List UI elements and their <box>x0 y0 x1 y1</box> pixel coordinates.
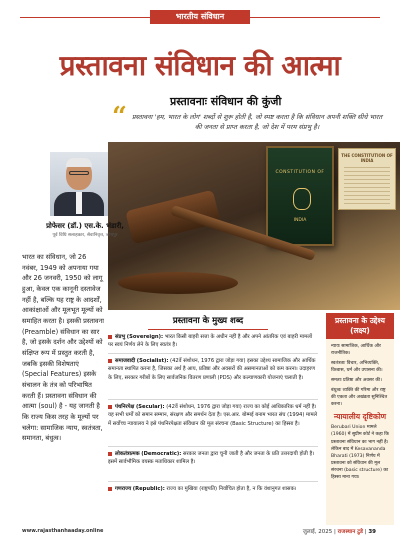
judicial-view-heading: न्यायालीय दृष्टिकोण <box>333 412 387 422</box>
footer-url: www.rajasthanhaaday.online <box>22 528 104 534</box>
term-divider <box>108 399 318 400</box>
sidebar-heading: प्रस्तावना के उद्देश्य (लक्ष्य) <box>326 313 394 339</box>
bullet-icon <box>108 452 112 456</box>
bullet-icon <box>108 359 112 363</box>
terms-heading-text: प्रस्तावना के मुख्य शब्द <box>172 316 244 326</box>
pull-quote: प्रस्तावना 'हम, भारत के लोग' शब्दों से शुरू होती है, जो स्पष्ट करता है कि संविधान अपनी शक्ति सीधे भारत की जनता से प्राप्त करता है, जो देश में परम संप्रभु है। <box>131 113 383 132</box>
term-divider <box>108 446 318 447</box>
subheading: प्रस्तावनाः संविधान की कुंजी <box>170 95 282 108</box>
list-item: समताः प्रतिष्ठा और अवसर की। <box>331 377 382 383</box>
preamble-document <box>338 148 396 210</box>
terms-heading <box>118 315 298 330</box>
section-tag: भारतीय संविधान <box>150 10 250 24</box>
objectives-sidebar <box>326 313 394 525</box>
gavel-sound-block <box>118 272 238 294</box>
document-text-lines <box>344 167 390 207</box>
page-number: 39 <box>368 529 376 535</box>
list-item: बंधुत्वः व्यक्ति की गरिमा और राष्ट्र की एकता और अखंडता सुनिश्चित करना। <box>331 388 388 408</box>
bullet-icon <box>108 405 112 409</box>
intro-paragraph: भारत का संविधान, जो 26 नवंबर, 1949 को अपनाया गया और 26 जनवरी, 1950 को लागू हुआ, केवल एक कानूनी दस्तावेज नहीं है, बल्कि यह राष्ट्र के आदर्शों, आकांक्षाओं और मूलभूत मूल्यों को समाहित करता है। इसकी प्रस्तावना (Preamble) संविधान का सार है, जो इसके दर्शन और उद्देश्यों को संक्षिप्त रूप में प्रस्तुत करती है, जबकि इसकी विशेषताएं (Special Features) इसके संचालन के तंत्र को परिभाषित करती हैं। प्रस्तावना संविधान की आत्मा (soul) है - यह जानती है कि राज्य किस तरह के मूल्यों पर चलेगा: सामाजिक न्याय, स्वतंत्रता, समानता, बंधुत्व। <box>22 253 104 443</box>
list-item: न्यायः सामाजिक, आर्थिक और राजनीतिक। <box>331 343 381 356</box>
section-tag-bar <box>0 10 400 24</box>
term-republic: गणराज्य (Republic): राज्य का मुखिया (राष्ट्रपति) निर्वाचित होता है, न कि वंशानुगत शासक। <box>108 485 318 493</box>
bullet-icon <box>108 335 112 339</box>
footer-info: जुलाई, 2025 | राजस्थान टुडे | 39 <box>302 529 376 535</box>
term-socialist: समाजवादी (Socialist): (42वें संशोधन, 1976 द्वारा जोड़ा गया) इसका उद्देश्य सामाजिक और आर्थिक समानता स्थापित करना है, जिसका अर्थ है आय, प्रतिष्ठा और अवसरों की असमानताओं को कम करना। उदाहरण के लिए, सरकार गरीबों के लिए सार्वजनिक वितरण प्रणाली (PDS) और कल्याणकारी योजनाएं चलाती है। <box>108 358 316 381</box>
quote-mark-icon: “ <box>112 102 127 132</box>
magazine-name: राजस्थान टुडे <box>337 529 363 535</box>
author-description: पूर्व विधि सलाहकार, सेवानिवृत्त, जोधपुर <box>52 233 118 238</box>
term-sovereign: संप्रभु (Sovereign): भारत किसी बाहरी सत्ता के अधीन नहीं है और अपने आंतरिक एवं बाहरी मामलों पर स्वयं निर्णय लेने के लिए स्वतंत्र है। <box>108 334 313 349</box>
list-item: स्वतंत्रताः विचार, अभिव्यक्ति, विश्वास, धर्म और उपासना की। <box>331 360 383 373</box>
author-photo <box>50 152 108 216</box>
book-subtitle: INDIA <box>293 218 307 223</box>
constitution-book <box>266 146 334 246</box>
document-heading: THE CONSTITUTION OF INDIA <box>341 153 393 163</box>
hero-image <box>108 142 400 310</box>
author-name: प्रोफेसर (डॉ.) एस.के. भंडारी, <box>46 222 124 230</box>
bullet-icon <box>108 487 112 491</box>
term-secular: पंथनिरपेक्ष (Secular): (42वें संशोधन, 1976 द्वारा जोड़ा गया) राज्य का कोई आधिकारिक धर्म नहीं है। यह सभी धर्मों को समान सम्मान, संरक्षण और समर्थन देता है। एस.आर. बोम्मई बनाम भारत संघ (1994) मामले में सर्वोच्च न्यायालय ने इसे पंथनिरपेक्षता संविधान की मूल संरचना (Basic Structure) का हिस्सा है। <box>108 404 318 427</box>
terms-heading-underline <box>148 329 268 330</box>
book-title: CONSTITUTION OF <box>275 170 325 175</box>
emblem-icon <box>293 188 311 210</box>
term-divider <box>108 481 318 482</box>
objectives-list <box>326 339 394 409</box>
term-divider <box>108 353 318 354</box>
term-democratic: लोकतंत्रात्मक (Democratic): सरकार जनता द्वारा चुनी जाती है और जनता के प्रति उत्तरदायी होती है। इसमें सार्वभौमिक वयस्क मताधिकार शामिल है। <box>108 451 315 466</box>
issue-date: जुलाई, 2025 <box>302 529 333 535</box>
page-title: प्रस्तावना संविधान की आत्मा <box>59 49 341 82</box>
judicial-view-text: Berubari Union मामले (1960) में सुप्रीम कोर्ट ने कहा कि प्रस्तावना संविधान का भाग नहीं है। लेकिन बाद में Kesavananda Bharati (1973) निर्णय में प्रस्तावना को संविधान की मूल संरचना (basic structure) का हिस्सा माना गया। <box>331 425 389 481</box>
